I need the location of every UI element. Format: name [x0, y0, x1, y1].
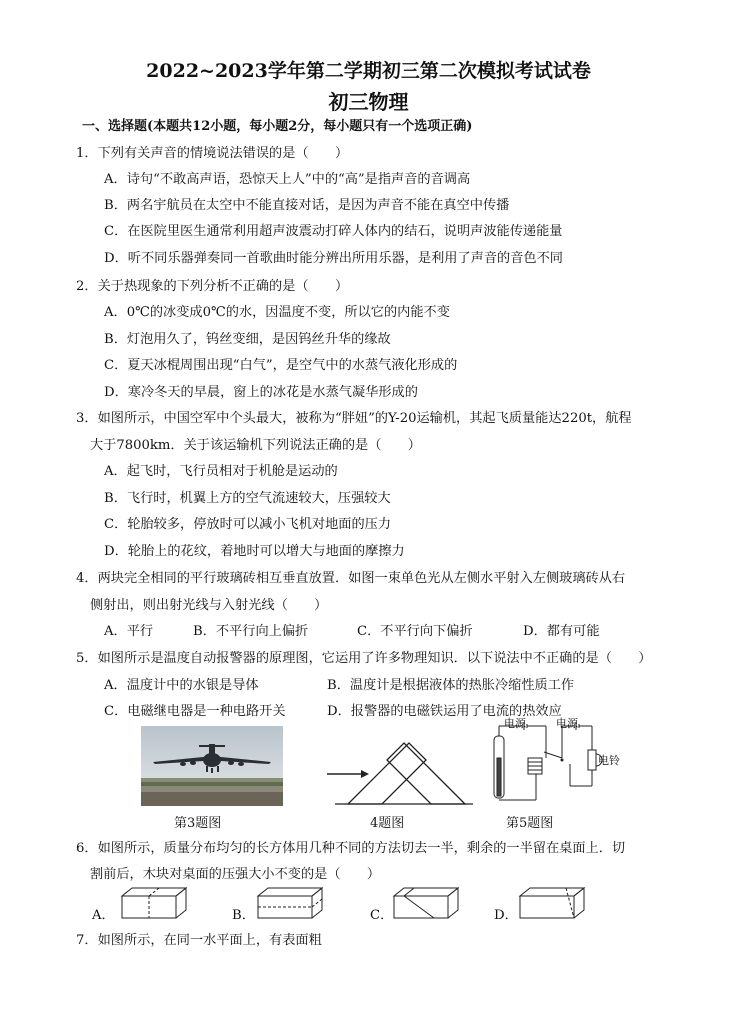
q4-option-d: D．都有可能 [523, 624, 600, 639]
q2-option-d: D．寒冷冬天的早晨，窗上的冰花是水蒸气凝华形成的 [104, 385, 418, 400]
q3-stem-line2: 大于7800km．关于该运输机下列说法正确的是（ ） [90, 438, 421, 453]
exam-title: 2022~2023学年第二学期初三第二次模拟考试试卷 [146, 60, 591, 82]
q6-stem-line2: 割前后，木块对桌面的压强大小不变的是（ ） [90, 867, 381, 882]
q4-option-c: C．不平行向下偏折 [357, 624, 473, 639]
q6-figure-a [118, 886, 190, 922]
q6-stem-line1: 6．如图所示，质量分布均匀的长方体用几种不同的方法切去一半，剩余的一半留在桌面上．切 [76, 841, 626, 856]
fig5-power-label-1: 电源 [504, 717, 526, 730]
q1-option-b: B．两名宇航员在太空中不能直接对话，是因为声音不能在真空中传播 [104, 198, 510, 213]
fig5-power-label-2: 电源 [556, 717, 578, 730]
q6-figure-c [390, 886, 462, 922]
q4-stem-line2: 侧射出，则出射光线与入射光线（ ） [90, 598, 328, 613]
q6-option-c: C． [370, 908, 394, 923]
q4-stem-line1: 4．两块完全相同的平行玻璃砖相互垂直放置．如图一束单色光从左侧水平射入左侧玻璃砖从右 [76, 571, 626, 586]
q5-option-a: A．温度计中的水银是导体 [104, 678, 259, 693]
q1-option-d: D．听不同乐器弹奏同一首歌曲时能分辨出所用乐器，是利用了声音的音色不同 [104, 251, 563, 266]
fig5-bell-label: 电铃 [598, 754, 620, 767]
q3-airplane-photo [141, 726, 283, 806]
fig4-caption: 4题图 [370, 816, 405, 831]
q1-option-c: C．在医院里医生通常利用超声波震动打碎人体内的结石，说明声波能传递能量 [104, 224, 563, 239]
q1-stem: 1．下列有关声音的情境说法错误的是（ ） [76, 146, 349, 161]
q3-option-c: C．轮胎较多，停放时可以减小飞机对地面的压力 [104, 517, 392, 532]
q3-stem-line1: 3．如图所示，中国空军中个头最大，被称为“胖妞”的Y-20运输机，其起飞质量能达220t，航程 [76, 411, 632, 426]
q7-stem: 7．如图所示，在同一水平面上，有表面粗 [76, 933, 322, 948]
q6-option-a: A． [92, 908, 115, 923]
q1-option-a: A．诗句“不敢高声语，恐惊天上人”中的“高”是指声音的音调高 [104, 172, 471, 187]
q4-glass-bricks-diagram [325, 726, 475, 808]
q6-figure-d [516, 886, 588, 922]
q3-option-a: A．起飞时，飞行员相对于机舱是运动的 [104, 464, 338, 479]
q2-option-c: C．夏天冰棍周围出现“白气”，是空气中的水蒸气液化形成的 [104, 358, 458, 373]
q2-option-a: A．0℃的冰变成0℃的水，因温度不变，所以它的内能不变 [104, 305, 450, 320]
q6-option-d: D． [494, 908, 518, 923]
fig5-caption: 第5题图 [506, 816, 554, 831]
q6-figure-b [254, 886, 326, 922]
q5-stem: 5．如图所示是温度自动报警器的原理图，它运用了许多物理知识．以下说法中不正确的是（ ） [76, 651, 652, 666]
q5-option-c: C．电磁继电器是一种电路开关 [104, 704, 286, 719]
q6-option-b: B． [232, 908, 255, 923]
q4-option-b: B．不平行向上偏折 [193, 624, 309, 639]
q2-stem: 2．关于热现象的下列分析不正确的是（ ） [76, 279, 349, 294]
q2-option-b: B．灯泡用久了，钨丝变细，是因钨丝升华的缘故 [104, 332, 391, 347]
q5-option-b: B．温度计是根据液体的热胀冷缩性质工作 [327, 678, 575, 693]
q5-option-d: D．报警器的电磁铁运用了电流的热效应 [327, 704, 562, 719]
q3-option-d: D．轮胎上的花纹，着地时可以增大与地面的摩擦力 [104, 544, 405, 559]
q4-option-a: A．平行 [104, 624, 154, 639]
fig3-caption: 第3题图 [174, 816, 222, 831]
q3-option-b: B．飞行时，机翼上方的空气流速较大，压强较大 [104, 491, 391, 506]
section-heading: 一、选择题(本题共12小题，每小题2分，每小题只有一个选项正确) [82, 119, 473, 134]
subject-title: 初三物理 [328, 90, 409, 114]
